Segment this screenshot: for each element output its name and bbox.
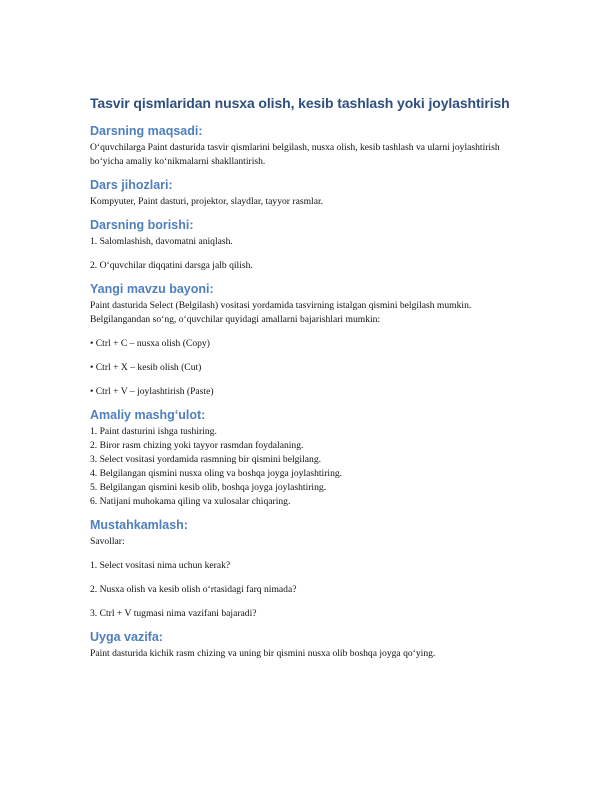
list-item: • Ctrl + V – joylashtirish (Paste) (90, 386, 214, 397)
document-content (90, 95, 530, 670)
section-maqsad (90, 124, 530, 169)
practice-list (90, 425, 530, 509)
list-item: 1. Select vositasi nima uchun kerak? (90, 560, 231, 571)
list-item: 3. Ctrl + V tugmasi nima vazifani bajaradi? (90, 608, 257, 619)
questions-label: Savollar: (90, 536, 125, 547)
section-mashgulot (90, 408, 530, 509)
section-vazifa (90, 630, 530, 661)
list-item: 2. Nusxa olish va kesib olish o‘rtasidagi farq nimada? (90, 584, 297, 595)
section-text: Kompyuter, Paint dasturi, projektor, slaydlar, tayyor rasmlar. (90, 196, 324, 207)
section-bayon (90, 282, 530, 399)
section-text: Paint dasturida Select (Belgilash) vositasi yordamida tasvirning istalgan qismini belgilash mumkin. Belgilangandan so‘ng, o‘quvchilar quyidagi amallarni bajarishlari mumkin: (90, 300, 472, 325)
section-jihozlar (90, 178, 530, 209)
section-heading: Uyga vazifa: (90, 630, 163, 644)
section-heading: Darsning borishi: (90, 218, 194, 232)
section-heading: Amaliy mashg‘ulot: (90, 408, 206, 422)
list-item: 3. Select vositasi yordamida rasmning bir qismini belgilang. (90, 454, 322, 465)
section-text: Paint dasturida kichik rasm chizing va uning bir qismini nusxa olib boshqa joyga qo‘ying. (90, 648, 436, 659)
list-item: • Ctrl + X – kesib olish (Cut) (90, 362, 202, 373)
section-text: O‘quvchilarga Paint dasturida tasvir qismlarini belgilash, nusxa olish, kesib tashlash va ularni joylashtirish bo‘yicha amaliy ko‘nikmalarni shakllantirish. (90, 142, 500, 167)
section-heading: Dars jihozlari: (90, 178, 173, 192)
list-item: 1. Paint dasturini ishga tushiring. (90, 426, 217, 437)
section-heading: Yangi mavzu bayoni: (90, 282, 214, 296)
section-borishi (90, 218, 530, 273)
list-item: 6. Natijani muhokama qiling va xulosalar chiqaring. (90, 496, 291, 507)
list-item: 1. Salomlashish, davomatni aniqlash. (90, 236, 233, 247)
list-item: 2. O‘quvchilar diqqatini darsga jalb qilish. (90, 260, 253, 271)
list-item: 2. Biror rasm chizing yoki tayyor rasmdan foydalaning. (90, 440, 304, 451)
list-item: • Ctrl + C – nusxa olish (Copy) (90, 338, 210, 349)
section-heading: Darsning maqsadi: (90, 124, 203, 138)
document-title: Tasvir qismlaridan nusxa olish, kesib tashlash yoki joylashtirish (90, 95, 510, 111)
section-heading: Mustahkamlash: (90, 518, 188, 532)
list-item: 5. Belgilangan qismini kesib olib, boshqa joyga joylashtiring. (90, 482, 327, 493)
list-item: 4. Belgilangan qismini nusxa oling va boshqa joyga joylashtiring. (90, 468, 343, 479)
section-mustahkamlash (90, 518, 530, 621)
